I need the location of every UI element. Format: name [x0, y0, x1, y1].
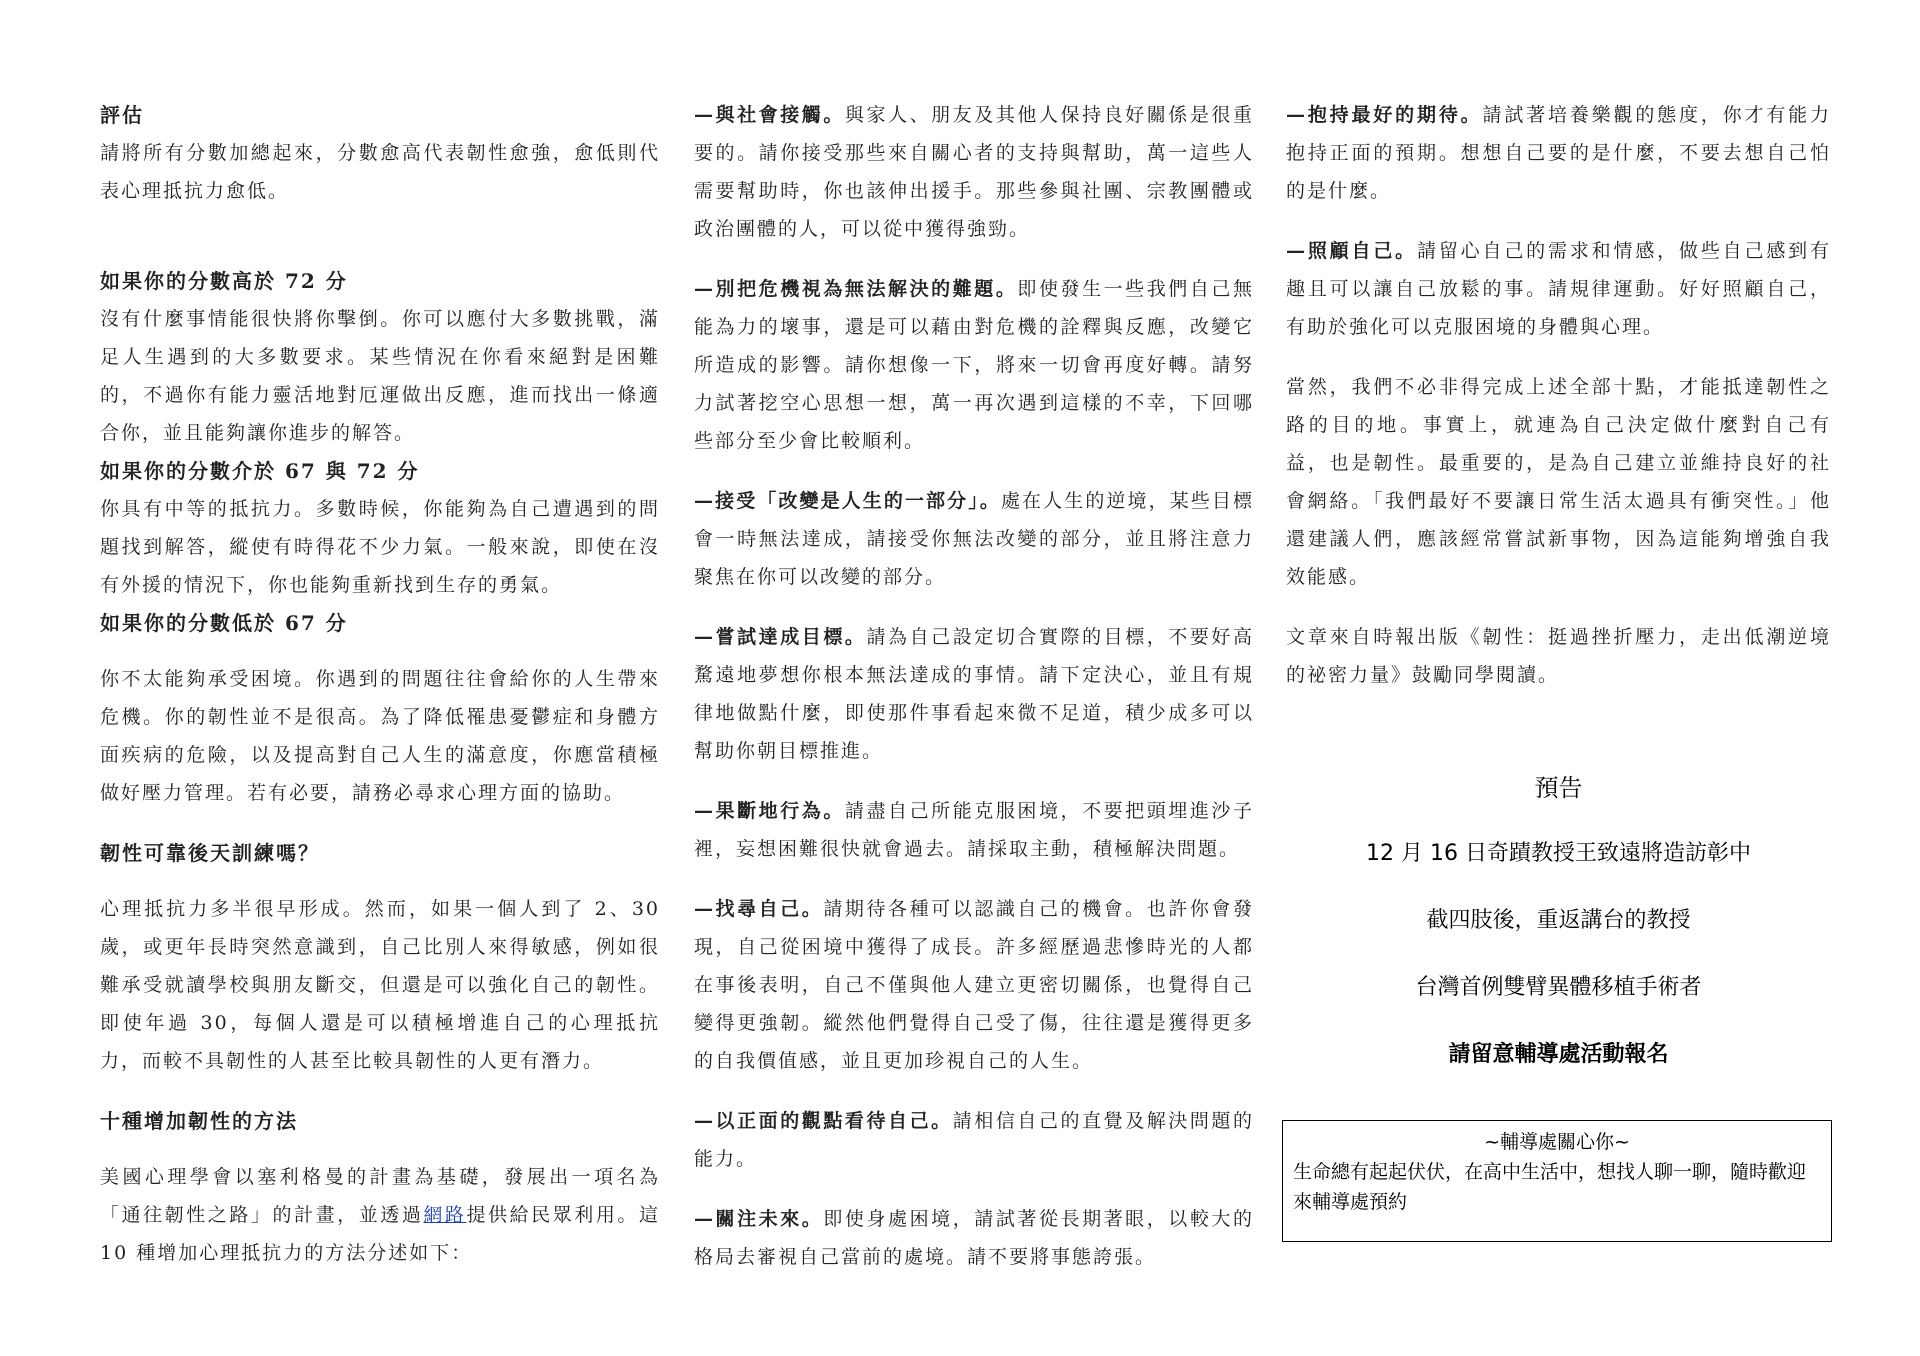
closing-paragraph: 當然，我們不必非得完成上述全部十點，才能抵達韌性之路的目的地。事實上，就連為自己決定做什麼對自己有益，也是韌性。最重要的，是為自己建立並維持良好的社會網絡。「我們最好不要讓日常生活太過具有衝突性。」他還建議人們，應該經常嘗試新事物，因為這能夠增強自我效能感。: [1286, 376, 1831, 588]
ten-methods-text-after: 提供給民眾利用。這 10 種增加心理抵抗力的方法分述如下：: [100, 1204, 660, 1264]
method-item-text: 請相信自己的直覺及解決問題的能力。: [694, 1110, 1254, 1170]
notice-title: 預告: [1534, 774, 1583, 802]
method-item-lead: —果斷地行為。: [694, 800, 845, 822]
method-item-text: 處在人生的逆境，某些目標會一時無法達成，請接受你無法改變的部分，並且將注意力聚焦在你可以改變的部分。: [694, 490, 1254, 588]
method-item: [1286, 96, 1831, 210]
method-item-text: 請期待各種可以認識自己的機會。也許你會發現，自己從困境中獲得了成長。許多經歷過悲慘時光的人都在事後表明，自己不僅與他人建立更密切關係，也覺得自己變得更強韌。縱然他們覺得自己受了傷，往往還是獲得更多的自我價值感，並且更加珍視自己的人生。: [694, 898, 1254, 1072]
ten-methods-text: [100, 1158, 660, 1272]
method-item-text: 即使身處困境，請試著從長期著眼，以較大的格局去審視自己當前的處境。請不要將事態誇張。: [694, 1208, 1254, 1268]
method-item: [694, 618, 1254, 770]
method-item: [1286, 232, 1831, 346]
method-item-lead: —嘗試達成目標。: [694, 626, 867, 648]
method-item-lead: —照顧自己。: [1286, 240, 1417, 262]
method-item-lead: —抱持最好的期待。: [1286, 104, 1483, 126]
high-score-heading: 如果你的分數高於 72 分: [100, 269, 348, 293]
method-item-lead: —接受「改變是人生的一部分」。: [694, 490, 1001, 512]
mid-score-heading: 如果你的分數介於 67 與 72 分: [100, 459, 420, 483]
high-score-text: 沒有什麼事情能很快將你擊倒。你可以應付大多數挑戰，滿足人生遇到的大多數要求。某些情況在你看來絕對是困難的，不過你有能力靈活地對厄運做出反應，進而找出一條適合你，並且能夠讓你進步的解答。: [100, 308, 660, 444]
notice-line-subtitle: 截四肢後，重返講台的教授: [1426, 908, 1691, 933]
column-middle: [694, 96, 1254, 1298]
mid-score-text: 你具有中等的抵抗力。多數時候，你能夠為自己遭遇到的問題找到解答，縱使有時得花不少力氣。一般來說，即使在沒有外援的情況下，你也能夠重新找到生存的勇氣。: [100, 498, 660, 596]
notice-line-register: 請留意輔導處活動報名: [1448, 1042, 1669, 1067]
low-score-text: 你不太能夠承受困境。你遇到的問題往往會給你的人生帶來危機。你的韌性並不是很高。為了降低罹患憂鬱症和身體方面疾病的危險，以及提高對自己人生的滿意度，你應當積極做好壓力管理。若有必要，請務必尋求心理方面的協助。: [100, 668, 660, 804]
internet-link[interactable]: 網路: [423, 1204, 467, 1226]
ten-methods-text-before: 美國心理學會以塞利格曼的計畫為基礎，發展出一項名為「通往韌性之路」的計畫，並透過: [100, 1166, 660, 1226]
method-item: [694, 96, 1254, 248]
method-item-lead: —關注未來。: [694, 1208, 824, 1230]
eval-text: 請將所有分數加總起來，分數愈高代表韌性愈強，愈低則代表心理抵抗力愈低。: [100, 142, 660, 202]
eval-heading: 評估: [100, 103, 144, 127]
training-text: 心理抵抗力多半很早形成。然而，如果一個人到了 2、30 歲，或更年長時突然意識到，自己比別人來得敏感，例如很難承受就讀學校與朋友斷交，但還是可以強化自己的韌性。即使年過 30，每個人還是可以積極增進自己的心理抵抗力，而較不具韌性的人甚至比較具韌性的人更有潛力。: [100, 898, 660, 1072]
column-left: [100, 96, 660, 1294]
method-item-lead: —別把危機視為無法解決的難題。: [694, 278, 1018, 300]
method-item-text: 請盡自己所能克服困境，不要把頭埋進沙子裡，妄想困難很快就會過去。請採取主動，積極解決問題。: [694, 800, 1254, 860]
method-item-text: 與家人、朋友及其他人保持良好關係是很重要的。請你接受那些來自關心者的支持與幫助，萬一這些人需要幫助時，你也該伸出援手。那些參與社團、宗教團體或政治團體的人，可以從中獲得強勁。: [694, 104, 1254, 240]
method-item: [694, 792, 1254, 868]
method-item-text: 請留心自己的需求和情感，做些自己感到有趣且可以讓自己放鬆的事。請規律運動。好好照顧自己，有助於強化可以克服困境的身體與心理。: [1286, 240, 1831, 338]
method-item: [694, 890, 1254, 1080]
training-heading: 韌性可靠後天訓練嗎？: [100, 841, 320, 865]
method-item: [694, 1102, 1254, 1178]
counseling-box-title: ~輔導處關心你~: [1484, 1131, 1630, 1153]
method-item-lead: —以正面的觀點看待自己。: [694, 1110, 953, 1132]
method-item-text: 請為自己設定切合實際的目標，不要好高騖遠地夢想你根本無法達成的事情。請下定決心，並且有規律地做點什麼，即使那件事看起來微不足道，積少成多可以幫助你朝目標推進。: [694, 626, 1254, 762]
source-note: 文章來自時報出版《韌性：挺過挫折壓力，走出低潮逆境的祕密力量》鼓勵同學閱讀。: [1286, 626, 1831, 686]
low-score-heading: 如果你的分數低於 67 分: [100, 611, 348, 635]
column-right: [1286, 96, 1831, 716]
ten-methods-heading: 十種增加韌性的方法: [100, 1109, 298, 1133]
counseling-box: [1282, 1120, 1832, 1242]
notice-line-description: 台灣首例雙臂異體移植手術者: [1415, 975, 1702, 1000]
method-item: [694, 482, 1254, 596]
notice-line-date: 12 月 16 日奇蹟教授王致遠將造訪彰中: [1366, 841, 1751, 866]
method-item: [694, 270, 1254, 460]
method-item-lead: —與社會接觸。: [694, 104, 845, 126]
method-item-text: 請試著培養樂觀的態度，你才有能力抱持正面的預期。想想自己要的是什麼，不要去想自己怕的是什麼。: [1286, 104, 1831, 202]
counseling-box-text: 生命總有起起伏伏，在高中生活中，想找人聊一聊，隨時歡迎來輔導處預約: [1293, 1161, 1807, 1213]
method-item: [694, 1200, 1254, 1276]
method-item-text: 即使發生一些我們自己無能為力的壞事，還是可以藉由對危機的詮釋與反應，改變它所造成的影響。請你想像一下，將來一切會再度好轉。請努力試著挖空心思想一想，萬一再次遇到這樣的不幸，下回哪些部分至少會比較順利。: [694, 278, 1254, 452]
method-item-lead: —找尋自己。: [694, 898, 824, 920]
